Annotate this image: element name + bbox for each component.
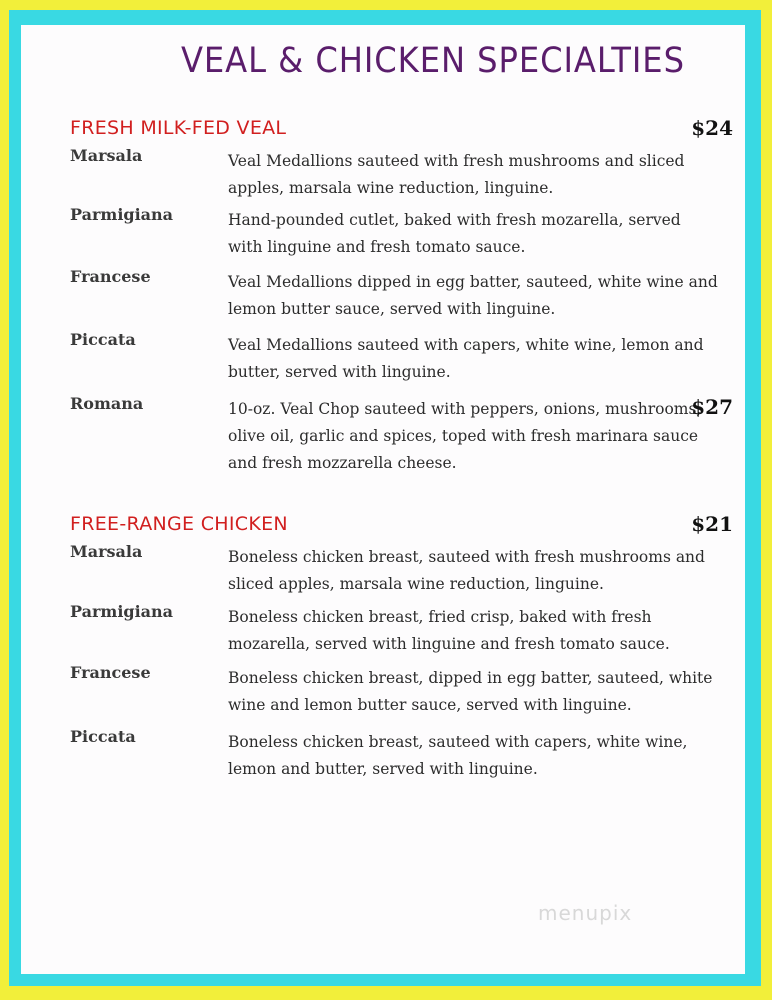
- item-name: Marsala: [70, 146, 143, 165]
- section-price-chicken: $21: [691, 512, 733, 536]
- item-name: Romana: [70, 394, 144, 413]
- item-name: Francese: [70, 663, 151, 682]
- item-name: Parmigiana: [70, 602, 174, 621]
- item-description: Veal Medallions sauteed with capers, white wine, lemon and butter, served with linguine.: [228, 336, 704, 381]
- section-heading-chicken: FREE-RANGE CHICKEN: [70, 513, 288, 535]
- section-price-veal: $24: [691, 116, 733, 140]
- item-name: Francese: [70, 267, 151, 286]
- page-title: VEAL & CHICKEN SPECIALTIES: [180, 41, 685, 81]
- item-description: 10-oz. Veal Chop sauteed with peppers, onions, mushrooms, olive oil, garlic and spices, toped with fresh marinara sauce and fresh mozzarella cheese.: [228, 400, 702, 472]
- item-description: Boneless chicken breast, fried crisp, baked with fresh mozarella, served with linguine and fresh tomato sauce.: [228, 608, 670, 653]
- item-description: Boneless chicken breast, sauteed with capers, white wine, lemon and butter, served with linguine.: [228, 733, 688, 778]
- item-description: Veal Medallions dipped in egg batter, sauteed, white wine and lemon butter sauce, served with linguine.: [228, 273, 718, 318]
- item-description: Veal Medallions sauteed with fresh mushrooms and sliced apples, marsala wine reduction, linguine.: [228, 152, 685, 197]
- item-description: Hand-pounded cutlet, baked with fresh mozarella, served with linguine and fresh tomato sauce.: [228, 211, 681, 256]
- item-price-romana: $27: [691, 395, 733, 419]
- section-heading-veal: FRESH MILK-FED VEAL: [70, 117, 287, 139]
- menu-page: [21, 25, 745, 974]
- watermark-logo: menupix: [538, 901, 633, 925]
- item-name: Piccata: [70, 727, 136, 746]
- item-name: Marsala: [70, 542, 143, 561]
- item-description: Boneless chicken breast, dipped in egg batter, sauteed, white wine and lemon butter sauce, served with linguine.: [228, 669, 713, 714]
- item-name: Piccata: [70, 330, 136, 349]
- item-description: Boneless chicken breast, sauteed with fresh mushrooms and sliced apples, marsala wine reduction, linguine.: [228, 548, 705, 593]
- item-name: Parmigiana: [70, 205, 174, 224]
